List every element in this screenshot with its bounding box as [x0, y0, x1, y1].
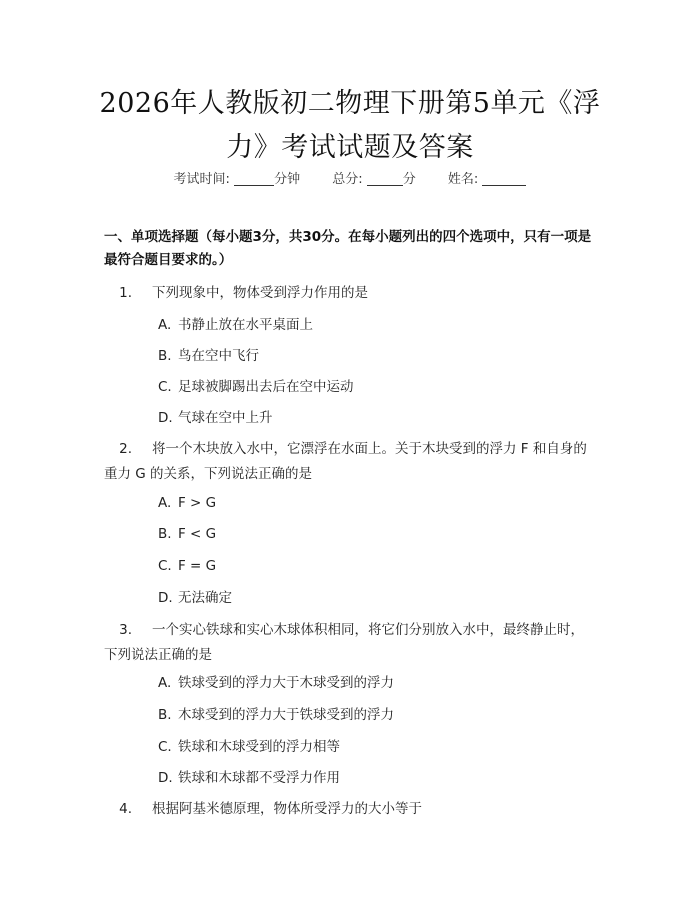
option-text: F = G — [178, 558, 217, 574]
question-number: 1. — [119, 285, 132, 301]
question-3-option-c — [158, 737, 340, 757]
section-heading: 一、单项选择题（每小题3分，共30分。在每小题列出的四个选项中，只有一项是最符合题目要求的。） — [104, 229, 592, 268]
option-text: F > G — [178, 495, 217, 511]
question-1-option-d — [158, 408, 273, 428]
question-1-option-a — [158, 315, 313, 335]
student-name-field — [448, 168, 527, 187]
student-name-label: 姓名: — [447, 172, 479, 187]
question-2-option-c — [158, 556, 216, 576]
exam-time-field — [174, 168, 301, 187]
option-text: 气球在空中上升 — [178, 410, 273, 426]
question-text: 下列现象中，物体受到浮力作用的是 — [152, 285, 368, 301]
question-text: 一个实心铁球和实心木球体积相同，将它们分别放入水中，最终静止时，下列说法正确的是 — [104, 622, 584, 663]
exam-info — [0, 168, 700, 187]
option-letter: D. — [158, 410, 173, 426]
total-score-label: 总分: — [332, 172, 363, 187]
question-number: 4. — [119, 801, 132, 817]
question-2-option-d — [158, 588, 232, 608]
option-text: 书静止放在水平桌面上 — [178, 317, 313, 333]
question-2 — [104, 437, 594, 487]
page-title — [0, 82, 700, 170]
question-number: 2. — [119, 441, 132, 457]
question-3-option-a — [158, 673, 394, 693]
option-text: 木球受到的浮力大于铁球受到的浮力 — [178, 707, 394, 723]
total-score-field — [332, 168, 416, 187]
question-1-option-c — [158, 377, 354, 397]
total-score-unit: 分 — [402, 172, 416, 187]
question-number: 3. — [119, 622, 132, 638]
option-text: F < G — [178, 526, 217, 542]
exam-time-label: 考试时间: — [173, 172, 230, 187]
question-3 — [104, 618, 594, 668]
exam-time-blank — [234, 171, 274, 186]
question-3-option-d — [158, 768, 340, 788]
option-letter: C. — [158, 558, 172, 574]
question-1-option-b — [158, 346, 259, 366]
option-letter: A. — [158, 675, 172, 691]
option-letter: C. — [158, 739, 172, 755]
option-letter: C. — [158, 379, 172, 395]
exam-time-unit: 分钟 — [274, 172, 301, 187]
question-text: 根据阿基米德原理，物体所受浮力的大小等于 — [152, 801, 422, 817]
question-text: 将一个木块放入水中，它漂浮在水面上。关于木块受到的浮力 F 和自身的重力 G 的关系，下列说法正确的是 — [104, 441, 587, 482]
option-text: 无法确定 — [178, 590, 232, 606]
question-4 — [104, 797, 594, 822]
option-text: 足球被脚踢出去后在空中运动 — [178, 379, 354, 395]
option-text: 铁球受到的浮力大于木球受到的浮力 — [178, 675, 394, 691]
option-text: 铁球和木球受到的浮力相等 — [178, 739, 340, 755]
title-line-2: 力》考试试题及答案 — [226, 132, 474, 163]
title-line-1: 2026年人教版初二物理下册第5单元《浮 — [99, 88, 601, 119]
option-letter: B. — [158, 707, 172, 723]
question-1 — [104, 281, 594, 306]
question-2-option-a — [158, 493, 216, 513]
question-2-option-b — [158, 524, 216, 544]
option-letter: A. — [158, 317, 172, 333]
option-text: 鸟在空中飞行 — [178, 348, 259, 364]
option-letter: D. — [158, 590, 173, 606]
student-name-blank — [482, 171, 526, 186]
option-text: 铁球和木球都不受浮力作用 — [178, 770, 340, 786]
option-letter: D. — [158, 770, 173, 786]
option-letter: B. — [158, 348, 172, 364]
question-3-option-b — [158, 705, 394, 725]
total-score-blank — [367, 171, 403, 186]
option-letter: B. — [158, 526, 172, 542]
option-letter: A. — [158, 495, 172, 511]
